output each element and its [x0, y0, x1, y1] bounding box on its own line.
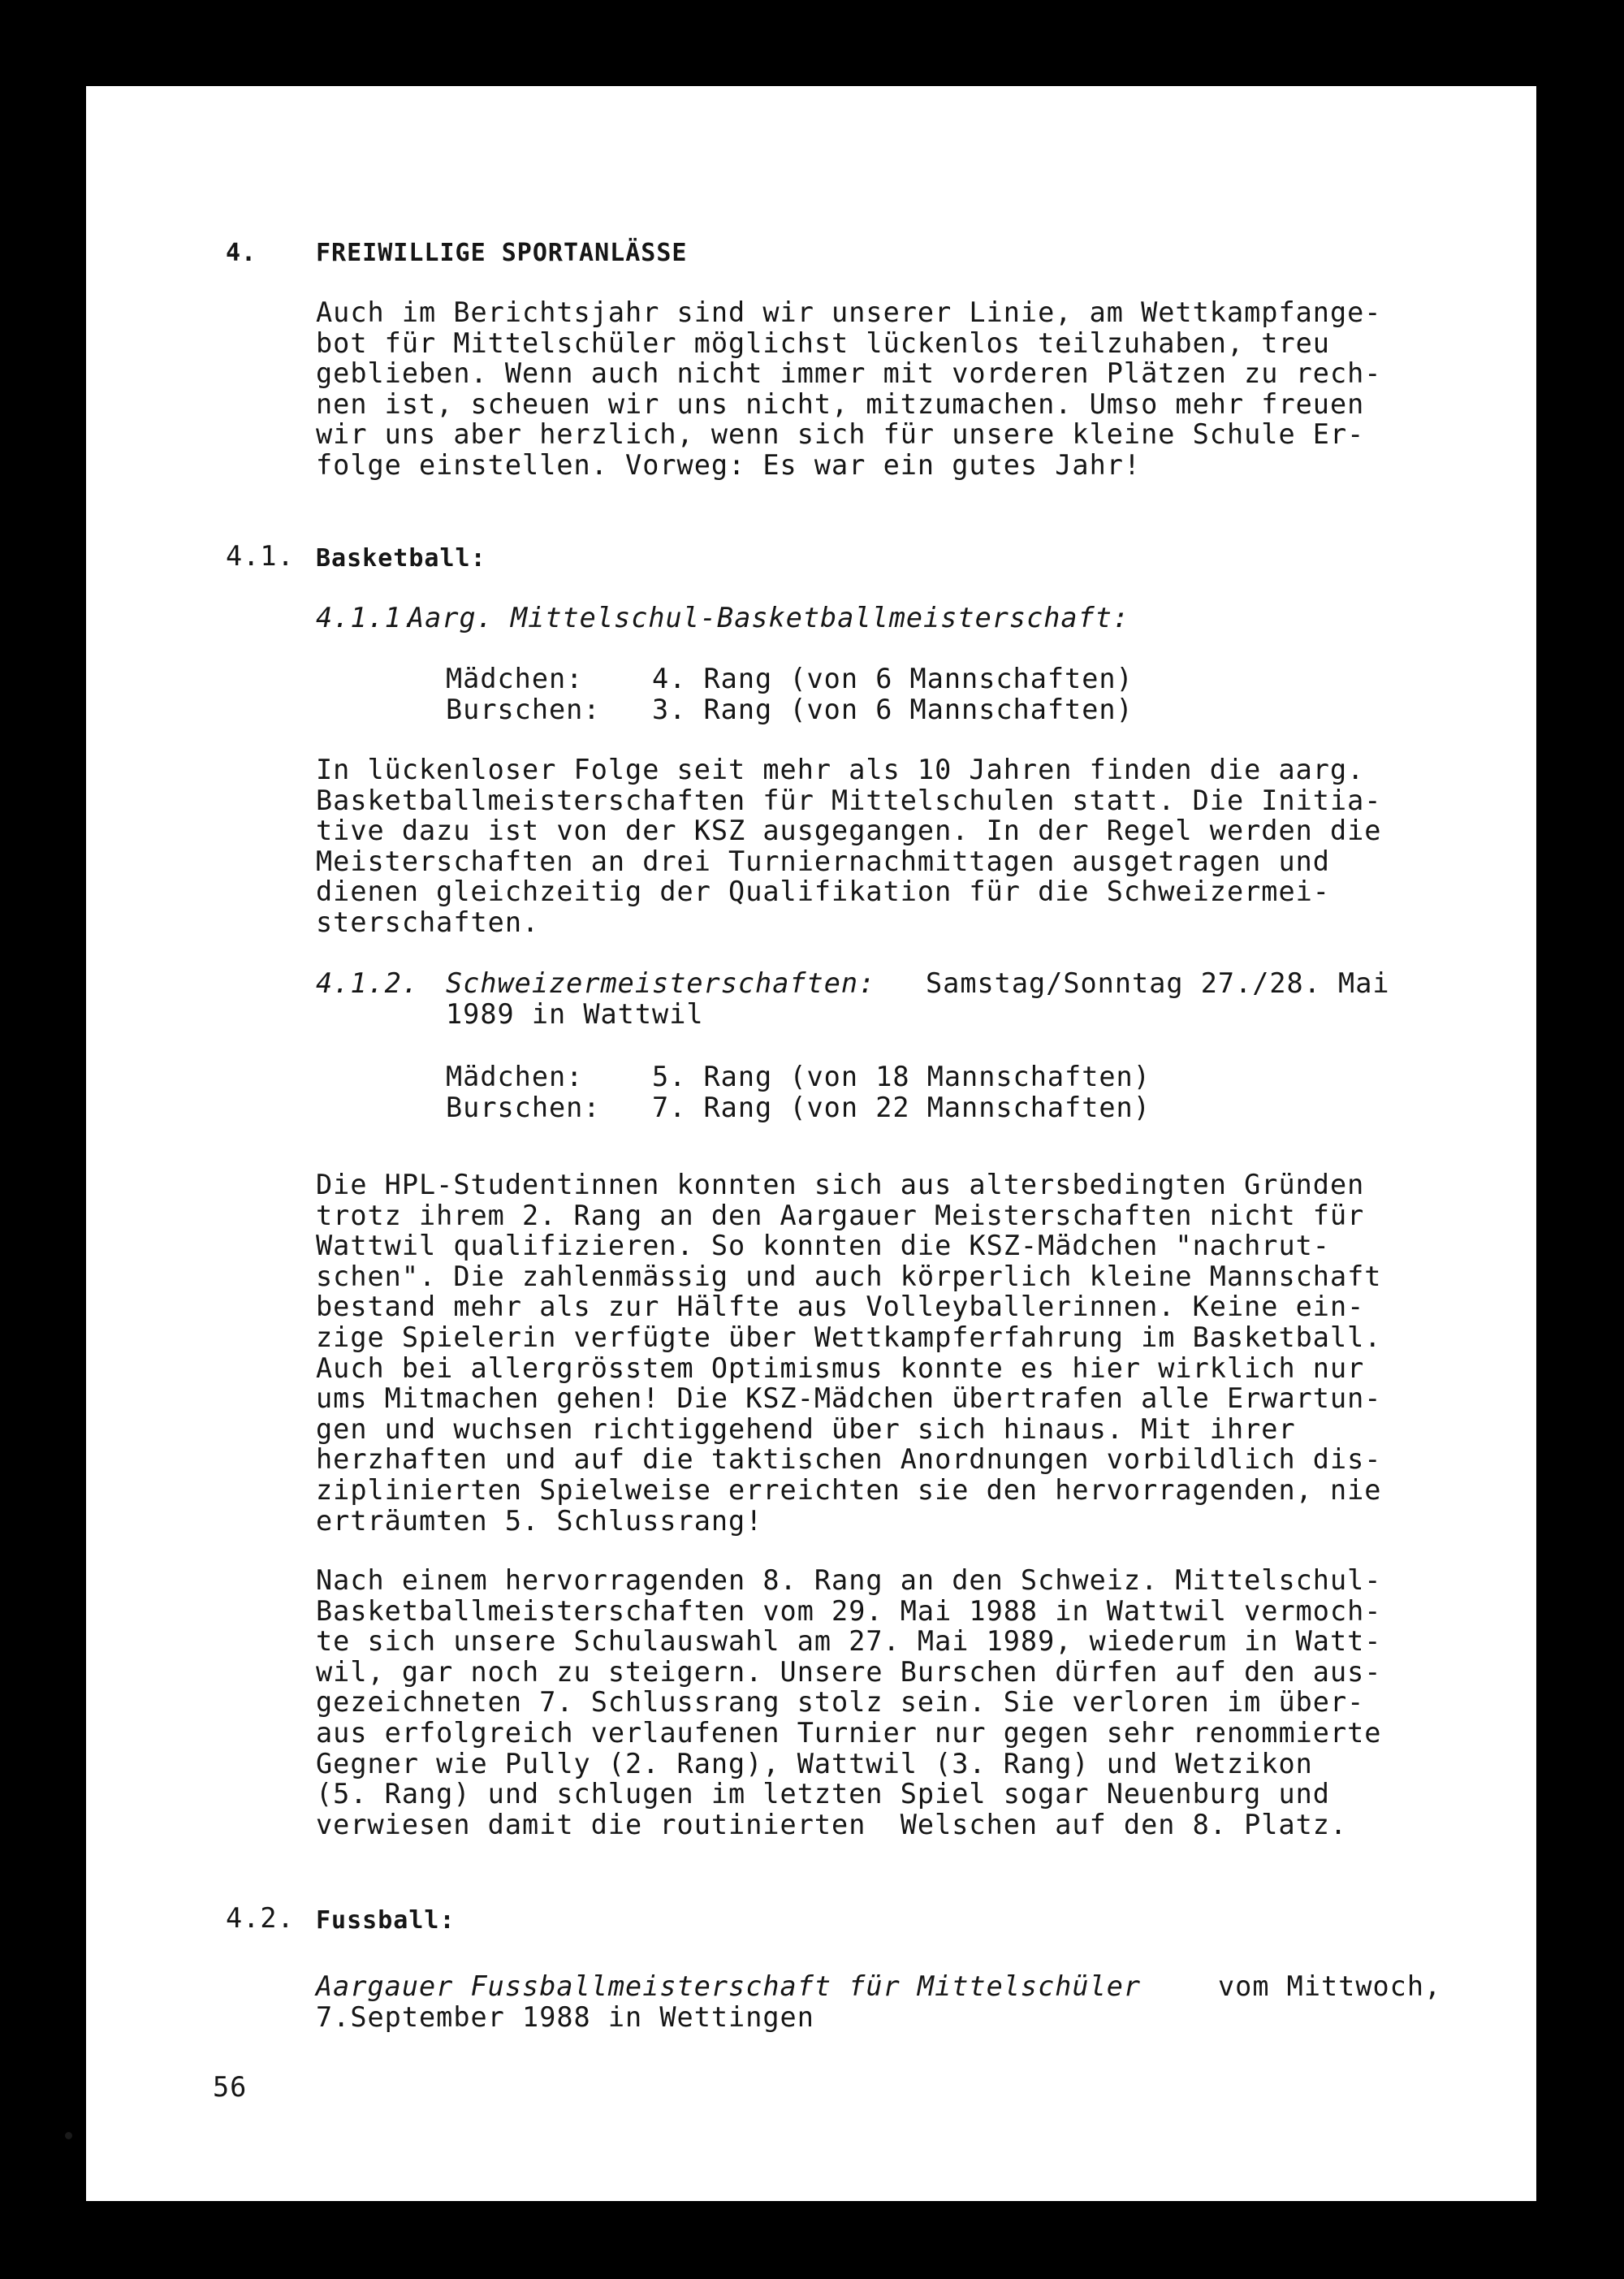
- scan-speck: [65, 2132, 72, 2139]
- fussball-event-date-prefix: vom Mittwoch,: [1218, 1970, 1442, 2002]
- sub2-title: Schweizermeisterschaften:: [446, 967, 876, 999]
- sub1-result-label: Burschen:: [446, 694, 601, 725]
- sub2-result-label: Burschen:: [446, 1092, 601, 1123]
- sub1-result-value: 3. Rang (von 6 Mannschaften): [652, 694, 1134, 725]
- basketball-paragraph-1: In lückenloser Folge seit mehr als 10 Jahren finden die aarg. Basketballmeisterschaften für Mittelschulen statt. Die Initia- tive dazu ist von der KSZ ausgegangen. In der Regel werden die Meisterschaften an drei Turniernachmittagen ausgetragen und dienen gleichzeitig der Qualifikation für die Schweizermei- sterschaften.: [316, 754, 1382, 938]
- sub2-result-value: 5. Rang (von 18 Mannschaften): [652, 1061, 1151, 1092]
- sub2-number: 4.1.2.: [316, 967, 420, 999]
- subsection-title-fussball: Fussball:: [316, 1906, 456, 1935]
- section-title: FREIWILLIGE SPORTANLÄSSE: [316, 239, 688, 267]
- subsection-number-basketball: 4.1.: [226, 540, 295, 572]
- sub2-result-value: 7. Rang (von 22 Mannschaften): [652, 1092, 1151, 1123]
- sub2-location: 1989 in Wattwil: [446, 998, 704, 1030]
- subsection-title-basketball: Basketball:: [316, 544, 486, 573]
- basketball-paragraph-3: Nach einem hervorragenden 8. Rang an den Schweiz. Mittelschul- Basketballmeisterschaften vom 29. Mai 1988 in Wattwil vermoch- te sich unsere Schulauswahl am 27. Mai 1989, wiederum in Watt- wil, gar noch zu steigern. Unsere Burschen dürfen auf den aus- gezeichneten 7. Schlussrang stolz sein. Sie verloren im über- aus erfolgreich verlaufenen Turnier nur gegen sehr renommierte Gegner wie Pully (2. Rang), Wattwil (3. Rang) und Wetzikon (5. Rang) und schlugen im letzten Spiel sogar Neuenburg und verwiesen damit die routinierten Welschen auf den 8. Platz.: [316, 1564, 1382, 1840]
- intro-paragraph: Auch im Berichtsjahr sind wir unserer Linie, am Wettkampfange- bot für Mittelschüler möglichst lückenlos teilzuhaben, treu geblieben. Wenn auch nicht immer mit vorderen Plätzen zu rech- nen ist, scheuen wir uns nicht, mitzumachen. Umso mehr freuen wir uns aber herzlich, wenn sich für unsere kleine Schule Er- folge einstellen. Vorweg: Es war ein gutes Jahr!: [316, 296, 1382, 481]
- sub1-result-value: 4. Rang (von 6 Mannschaften): [652, 663, 1134, 694]
- sub2-result-label: Mädchen:: [446, 1061, 584, 1092]
- subsection-number-fussball: 4.2.: [226, 1902, 295, 1934]
- sub2-date: Samstag/Sonntag 27./28. Mai: [926, 967, 1390, 999]
- sub1-result-label: Mädchen:: [446, 663, 584, 694]
- fussball-event-title: Aargauer Fussballmeisterschaft für Mittelschüler: [316, 1970, 1142, 2002]
- sub1-number: 4.1.1.: [316, 602, 420, 634]
- fussball-event-date: 7.September 1988 in Wettingen: [316, 2001, 814, 2033]
- basketball-paragraph-2: Die HPL-Studentinnen konnten sich aus altersbedingten Gründen trotz ihrem 2. Rang an den Aargauer Meisterschaften nicht für Wattwil qualifizieren. So konnten die KSZ-Mädchen "nachrut- schen". Die zahlenmässig und auch körperlich kleine Mannschaft bestand mehr als zur Hälfte aus Volleyballerinnen. Keine ein- zige Spielerin verfügte über Wettkampferfahrung im Basketball. Auch bei allergrösstem Optimismus konnte es hier wirklich nur ums Mitmachen gehen! Die KSZ-Mädchen übertrafen alle Erwartun- gen und wuchsen richtiggehend über sich hinaus. Mit ihrer herzhaften und auf die taktischen Anordnungen vorbildlich dis- ziplinierten Spielweise erreichten sie den hervorragenden, nie erträumten 5. Schlussrang!: [316, 1169, 1382, 1537]
- sub1-title: Aarg. Mittelschul-Basketballmeisterschaft:: [408, 602, 1130, 634]
- section-number: 4.: [226, 239, 257, 267]
- page-number: 56: [213, 2071, 248, 2103]
